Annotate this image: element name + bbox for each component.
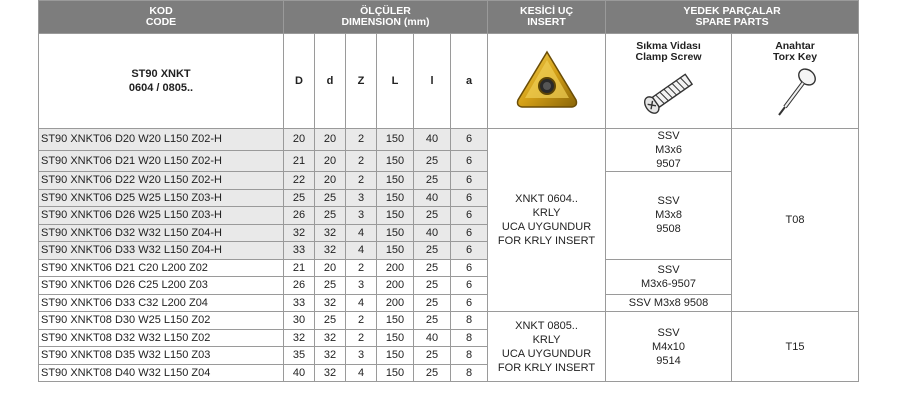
dim-cell-D: 25 [284,189,315,207]
screw-group-line: SSV [657,130,680,142]
insert-label: INSERT [527,16,566,28]
dim-cell-D: 33 [284,294,315,312]
screw-group-cell [606,259,732,294]
dim-cell-Z: 4 [346,242,377,260]
olculer-label: ÖLÇÜLER [360,5,411,17]
torx-key-en: Torx Key [772,51,818,63]
dim-cell-l: 40 [414,189,451,207]
dim-cell-D: 21 [284,259,315,277]
spare-parts-header [606,1,859,34]
dim-cell-D: 30 [284,312,315,330]
screw-group-line: 9508 [656,223,681,236]
dim-header-L: L [377,34,414,129]
torx-key-icon [765,63,825,123]
dim-cell-a: 6 [451,259,488,277]
dim-header-a: a [451,34,488,129]
product-code-cell: ST90 XNKT06 D21 W20 L150 Z02-H [39,150,284,172]
product-code-cell: ST90 XNKT06 D25 W25 L150 Z03-H [39,189,284,207]
product-code-cell: ST90 XNKT06 D32 W32 L150 Z04-H [39,224,284,242]
dim-cell-L: 200 [377,294,414,312]
dim-cell-Z: 2 [346,172,377,190]
dim-cell-D: 22 [284,172,315,190]
screw-group-line: SSV [657,195,680,208]
screw-group-line: SSV M3x8 9508 [628,296,709,309]
dim-cell-a: 6 [451,129,488,151]
screw-group-line: SSV [657,326,680,339]
dim-cell-d: 20 [315,172,346,190]
dim-cell-D: 32 [284,329,315,347]
dim-cell-l: 25 [414,150,451,172]
insert-header [488,1,606,34]
screw-group-line: M3x6 [655,144,682,156]
clamp-screw-cell [606,34,732,129]
dim-cell-Z: 2 [346,259,377,277]
dim-cell-d: 32 [315,294,346,312]
dim-cell-Z: 3 [346,207,377,225]
dim-cell-a: 8 [451,347,488,365]
dim-cell-l: 25 [414,259,451,277]
clamp-screw-icon [634,63,704,123]
dim-cell-Z: 4 [346,224,377,242]
dim-cell-Z: 2 [346,312,377,330]
dim-header-Z: Z [346,34,377,129]
dim-cell-l: 25 [414,207,451,225]
dim-cell-L: 150 [377,129,414,151]
dim-cell-Z: 3 [346,347,377,365]
dim-cell-Z: 2 [346,150,377,172]
clamp-screw-tr: Sıkma Vidası [636,40,701,52]
insert-group-line: UCA UYGUNDUR [501,221,592,233]
yedek-label: YEDEK PARÇALAR [683,5,781,17]
product-code-cell: ST90 XNKT06 D22 W20 L150 Z02-H [39,172,284,190]
dim-cell-Z: 2 [346,129,377,151]
dimension-header [284,1,488,34]
product-table [38,0,859,382]
dim-cell-d: 32 [315,364,346,382]
dim-cell-d: 25 [315,312,346,330]
dim-cell-a: 6 [451,242,488,260]
code-label: CODE [145,16,177,28]
dim-cell-l: 40 [414,224,451,242]
product-code-cell: ST90 XNKT08 D35 W32 L150 Z03 [39,347,284,365]
dim-cell-L: 150 [377,329,414,347]
screw-group-line: M3x6-9507 [641,277,697,290]
product-code-cell: ST90 XNKT06 D33 W32 L150 Z04-H [39,242,284,260]
dim-cell-L: 150 [377,224,414,242]
insert-group-line: UCA UYGUNDUR [501,347,592,360]
dim-cell-d: 32 [315,224,346,242]
dim-cell-l: 40 [414,129,451,151]
insert-group-cell [488,312,606,382]
dim-cell-d: 25 [315,207,346,225]
dim-cell-Z: 3 [346,277,377,295]
dim-cell-Z: 4 [346,364,377,382]
dim-cell-d: 32 [315,347,346,365]
dim-cell-L: 150 [377,207,414,225]
dim-cell-a: 8 [451,329,488,347]
kod-header [39,1,284,34]
screw-group-line: M3x8 [655,209,682,222]
dim-cell-l: 25 [414,294,451,312]
dim-cell-d: 20 [315,129,346,151]
dim-cell-l: 25 [414,347,451,365]
dim-cell-L: 150 [377,312,414,330]
kesici-label: KESİCİ UÇ [519,5,574,17]
dim-cell-a: 6 [451,172,488,190]
screw-group-line: SSV [657,263,680,276]
insert-group-line: KRLY [532,207,561,219]
product-line1: ST90 XNKT [131,68,191,80]
dim-cell-d: 20 [315,259,346,277]
dim-cell-d: 25 [315,277,346,295]
screw-group-line: 9507 [656,158,681,170]
table-row [39,129,859,151]
product-code-cell: ST90 XNKT06 D20 W20 L150 Z02-H [39,129,284,151]
product-code-cell: ST90 XNKT08 D30 W25 L150 Z02 [39,312,284,330]
dim-cell-a: 8 [451,364,488,382]
insert-group-line: FOR KRLY INSERT [497,235,596,247]
torx-key-cell [732,34,859,129]
dim-cell-D: 35 [284,347,315,365]
dim-cell-a: 6 [451,150,488,172]
product-family-cell [39,34,284,129]
spare-label: SPARE PARTS [695,16,769,28]
product-code-cell: ST90 XNKT08 D32 W32 L150 Z02 [39,329,284,347]
dim-header-D: D [284,34,315,129]
dim-cell-l: 25 [414,242,451,260]
dim-cell-L: 150 [377,189,414,207]
dim-cell-a: 6 [451,224,488,242]
dim-cell-d: 25 [315,189,346,207]
dim-cell-D: 26 [284,207,315,225]
product-code-cell: ST90 XNKT06 D33 C32 L200 Z04 [39,294,284,312]
dim-cell-Z: 4 [346,294,377,312]
dim-header-d: d [315,34,346,129]
screw-group-cell [606,172,732,260]
product-table-wrapper [38,0,858,392]
insert-image-cell [488,34,606,129]
dim-cell-L: 150 [377,364,414,382]
dim-cell-d: 32 [315,329,346,347]
dim-cell-d: 32 [315,242,346,260]
dim-cell-D: 26 [284,277,315,295]
dim-cell-D: 33 [284,242,315,260]
clamp-screw-en: Clamp Screw [635,51,702,63]
screw-group-cell [606,312,732,382]
dim-cell-Z: 2 [346,329,377,347]
screw-group-cell [606,294,732,312]
insert-group-line: FOR KRLY INSERT [497,361,596,374]
product-code-cell: ST90 XNKT06 D26 C25 L200 Z03 [39,277,284,295]
torx-key-group-cell: T15 [732,312,859,382]
kod-label: KOD [149,5,173,17]
screw-group-line: M4x10 [652,340,686,353]
dimension-label: DIMENSION (mm) [341,16,430,28]
dim-cell-l: 25 [414,172,451,190]
dim-cell-D: 32 [284,224,315,242]
product-code-cell: ST90 XNKT08 D40 W32 L150 Z04 [39,364,284,382]
dim-header-l: l [414,34,451,129]
dim-cell-a: 6 [451,277,488,295]
dim-cell-L: 150 [377,172,414,190]
dim-cell-L: 150 [377,347,414,365]
dim-cell-L: 150 [377,150,414,172]
table-row [39,312,859,330]
dim-cell-l: 40 [414,329,451,347]
dim-cell-a: 8 [451,312,488,330]
dim-cell-D: 21 [284,150,315,172]
insert-group-line: KRLY [532,333,561,346]
product-code-cell: ST90 XNKT06 D21 C20 L200 Z02 [39,259,284,277]
dim-cell-d: 20 [315,150,346,172]
screw-group-cell [606,129,732,172]
insert-group-line: XNKT 0604.. [515,193,578,205]
dim-cell-a: 6 [451,207,488,225]
dim-cell-a: 6 [451,189,488,207]
insert-group-cell [488,129,606,312]
dim-cell-L: 200 [377,277,414,295]
insert-triangle-gold-icon [512,46,582,116]
dim-cell-Z: 3 [346,189,377,207]
product-line2: 0604 / 0805.. [128,82,194,94]
dim-cell-a: 6 [451,294,488,312]
dim-cell-l: 25 [414,312,451,330]
dim-cell-l: 25 [414,277,451,295]
insert-group-line: XNKT 0805.. [515,319,578,332]
screw-group-line: 9514 [656,354,681,367]
dim-cell-D: 20 [284,129,315,151]
dim-cell-D: 40 [284,364,315,382]
product-code-cell: ST90 XNKT06 D26 W25 L150 Z03-H [39,207,284,225]
dim-cell-L: 150 [377,242,414,260]
torx-key-group-cell: T08 [732,129,859,312]
dim-cell-l: 25 [414,364,451,382]
dim-cell-L: 200 [377,259,414,277]
torx-key-tr: Anahtar [775,40,815,52]
